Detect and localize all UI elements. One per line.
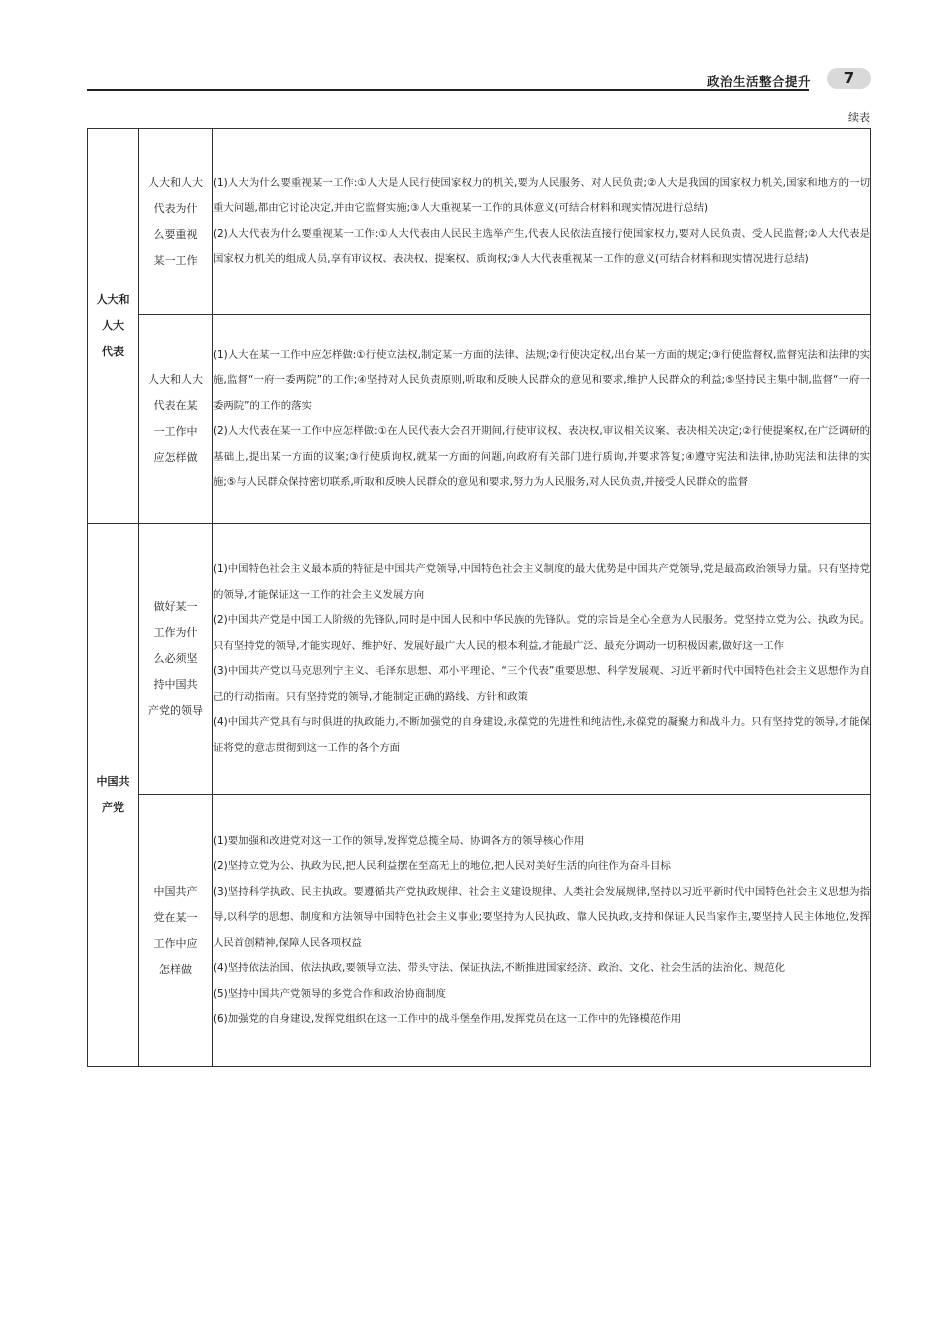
topic-cell xyxy=(88,524,139,1067)
topic-line: 人大 xyxy=(102,319,124,332)
running-title: 政治生活整合提升 xyxy=(706,74,811,89)
answer-paragraph: (4)中国共产党具有与时俱进的执政能力,不断加强党的自身建设,永葆党的先进性和纯洁性,永葆党的凝聚力和战斗力。只有坚持党的领导,才能保证将党的意志贯彻到这一工作的各个方面 xyxy=(213,716,870,754)
answer-cell xyxy=(213,524,871,795)
table-row xyxy=(88,129,871,315)
question-line: 代表为什 xyxy=(153,201,198,215)
answer-paragraph: (2)坚持立党为公、执政为民,把人民利益摆在至高无上的地位,把人民对美好生活的向往作为奋斗目标 xyxy=(213,860,671,872)
table-row xyxy=(88,795,871,1067)
topic-line: 代表 xyxy=(102,345,124,358)
topic-cell xyxy=(88,129,139,524)
continued-label: 续表 xyxy=(848,111,870,124)
answer-paragraph: (1)中国特色社会主义最本质的特征是中国共产党领导,中国特色社会主义制度的最大优势是中国共产党领导,党是最高政治领导力量。只有坚持党的领导,才能保证这一工作的社会主义发展方向 xyxy=(213,563,870,601)
topic-line: 中国共 xyxy=(96,775,130,788)
summary-table xyxy=(87,128,871,1067)
answer-paragraph: (1)要加强和改进党对这一工作的领导,发挥党总揽全局、协调各方的领导核心作用 xyxy=(213,834,585,847)
question-line: 产党的领导 xyxy=(148,704,203,717)
answer-cell xyxy=(213,795,871,1067)
question-line: 做好某一 xyxy=(153,600,198,613)
answer-paragraph: (2)中国共产党是中国工人阶级的先锋队,同时是中国人民和中华民族的先锋队。党的宗旨是全心全意为人民服务。党坚持立党为公、执政为民。只有坚持党的领导,才能实现好、维护好、发展好最广大人民的根本利益,才能最广泛、最充分调动一切积极因素,做好这一工作 xyxy=(213,614,870,652)
answer-paragraph: (3)坚持科学执政、民主执政。要遵循共产党执政规律、社会主义建设规律、人类社会发展规律,坚持以习近平新时代中国特色社会主义思想为指导,以科学的思想、制度和方法领导中国特色社会主义事业;要坚持为人民执政、靠人民执政,支持和保证人民当家作主,要坚持人民主体地位,发挥人民首创精神,保障人民各项权益 xyxy=(213,885,870,949)
question-cell xyxy=(139,315,213,524)
header-rule xyxy=(87,89,809,91)
question-line: 人大和人大 xyxy=(148,373,203,386)
question-line: 中国共产 xyxy=(153,884,198,898)
answer-paragraph: (2)人大代表为什么要重视某一工作:①人大代表由人民民主选举产生,代表人民依法直接行使国家权力,要对人民负责、受人民监督;②人大代表是国家权力机关的组成人员,享有审议权、表决权、提案权、质询权;③人大代表重视某一工作的意义(可结合材料和现实情况进行总结) xyxy=(213,227,870,265)
page-number-badge: 7 xyxy=(827,68,871,89)
question-line: 么要重视 xyxy=(153,227,198,241)
question-line: 工作中应 xyxy=(153,936,198,950)
table-row xyxy=(88,315,871,524)
question-line: 怎样做 xyxy=(159,962,192,976)
answer-cell xyxy=(213,129,871,315)
answer-paragraph: (6)加强党的自身建设,发挥党组织在这一工作中的战斗堡垒作用,发挥党员在这一工作中的先锋模范作用 xyxy=(213,1013,682,1025)
question-line: 一工作中 xyxy=(153,425,198,438)
answer-paragraph: (2)人大代表在某一工作中应怎样做:①在人民代表大会召开期间,行使审议权、表决权,审议相关议案、表决相关决定;②行使提案权,在广泛调研的基础上,提出某一方面的议案;③行使质询权,就某一方面的问题,向政府有关部门进行质询,并要求答复;④遵守宪法和法律,协助宪法和法律的实施;⑤与人民群众保持密切联系,听取和反映人民群众的意见和要求,努力为人民服务,对人民负责,并接受人民群众的监督 xyxy=(213,425,870,488)
topic-line: 人大和 xyxy=(96,293,130,306)
topic-line: 产党 xyxy=(102,801,124,814)
question-line: 人大和人大 xyxy=(148,175,203,189)
answer-paragraph: (5)坚持中国共产党领导的多党合作和政治协商制度 xyxy=(213,987,446,1000)
answer-paragraph: (1)人大在某一工作中应怎样做:①行使立法权,制定某一方面的法律、法规;②行使决定权,出台某一方面的规定;③行使监督权,监督宪法和法律的实施,监督“一府一委两院”的工作;④坚持对人民负责原则,听取和反映人民群众的意见和要求,维护人民群众的利益;⑤坚持民主集中制,监督“一府一委两院”的工作的落实 xyxy=(213,348,870,412)
question-cell xyxy=(139,795,213,1067)
answer-paragraph: (3)中国共产党以马克思列宁主义、毛泽东思想、邓小平理论、“三个代表”重要思想、科学发展观、习近平新时代中国特色社会主义思想作为自己的行动指南。只有坚持党的领导,才能制定正确的路线、方针和政策 xyxy=(213,665,870,703)
question-cell xyxy=(139,129,213,315)
answer-cell xyxy=(213,315,871,524)
question-line: 某一工作 xyxy=(153,253,198,267)
question-line: 应怎样做 xyxy=(153,451,198,464)
question-line: 么必须坚 xyxy=(153,652,198,665)
question-cell xyxy=(139,524,213,795)
question-line: 党在某一 xyxy=(153,910,198,924)
question-line: 代表在某 xyxy=(153,399,198,412)
question-line: 持中国共 xyxy=(153,678,198,691)
answer-paragraph: (4)坚持依法治国、依法执政,要领导立法、带头守法、保证执法,不断推进国家经济、政治、文化、社会生活的法治化、规范化 xyxy=(213,962,786,974)
table-row xyxy=(88,524,871,795)
answer-paragraph: (1)人大为什么要重视某一工作:①人大是人民行使国家权力的机关,要为人民服务、对人民负责;②人大是我国的国家权力机关,国家和地方的一切重大问题,都由它讨论决定,并由它监督实施;③人大重视某一工作的具体意义(可结合材料和现实情况进行总结) xyxy=(213,176,870,214)
question-line: 工作为什 xyxy=(153,626,198,639)
